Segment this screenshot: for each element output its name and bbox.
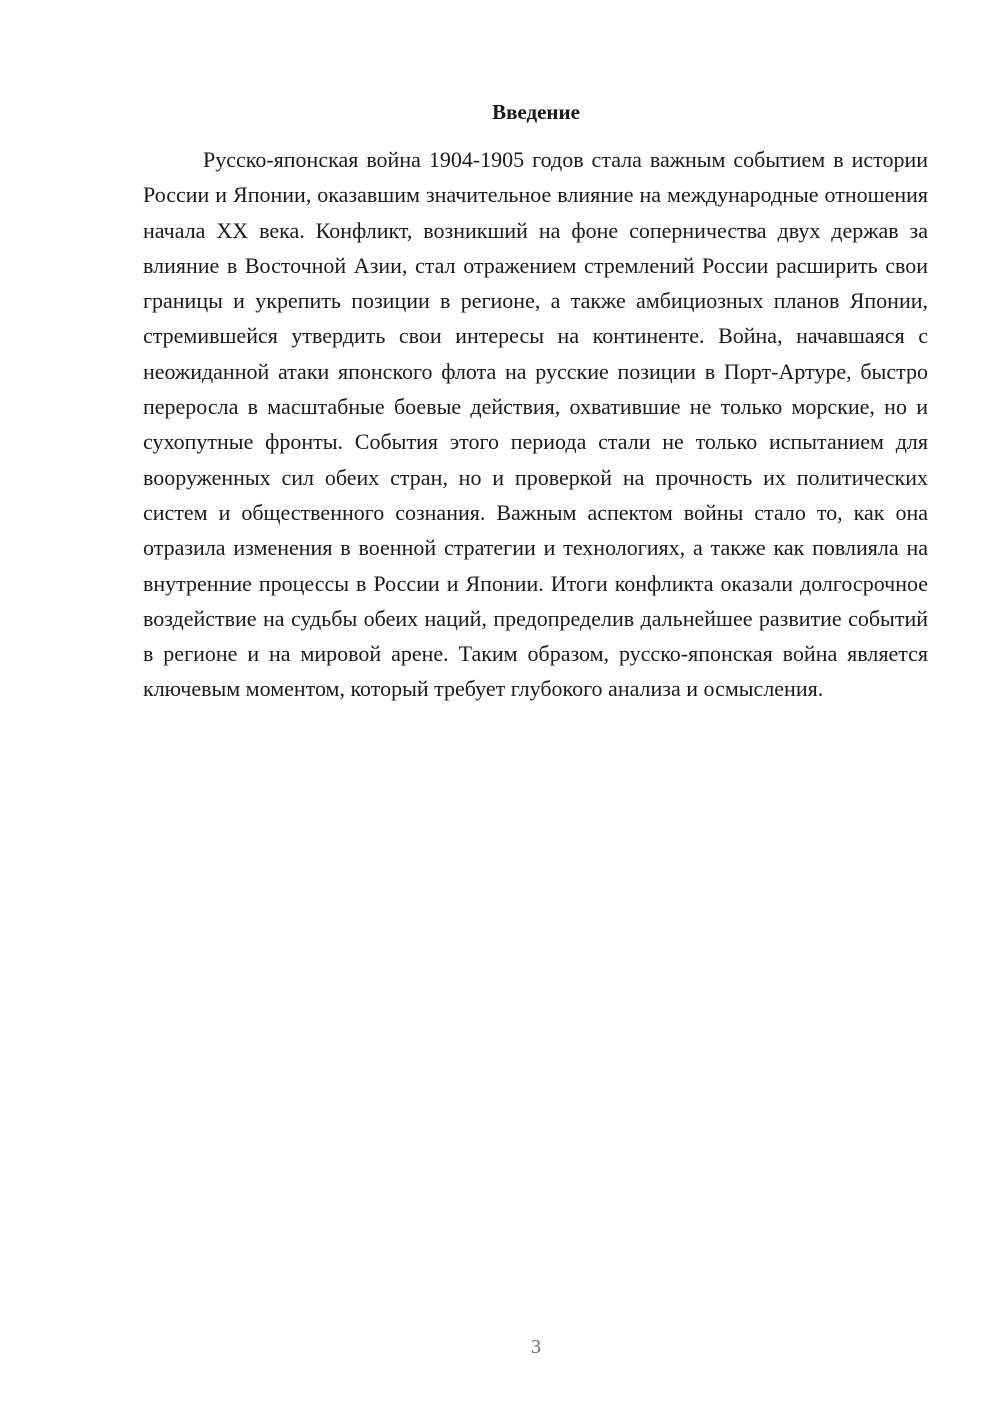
- page-number: 3: [531, 1336, 541, 1358]
- section-heading: Введение: [492, 100, 580, 124]
- body-paragraph: Русско-японская война 1904-1905 годов стала важным событием в истории России и Японии, оказавшим значительное влияние на международные отношения начала XX века. Конфликт, возникший на фоне соперничества двух держав за влияние в Восточной Азии, стал отражением стремлений России расширить свои границы и укрепить позиции в регионе, а также амбициозных планов Японии, стремившейся утвердить свои интересы на континенте. Война, начавшаяся с неожиданной атаки японского флота на русские позиции в Порт-Артуре, быстро переросла в масштабные боевые действия, охватившие не только морские, но и сухопутные фронты. События этого периода стали не только испытанием для вооруженных сил обеих стран, но и проверкой на прочность их политических систем и общественного сознания. Важным аспектом войны стало то, как она отразила изменения в военной стратегии и технологиях, а также как повлияла на внутренние процессы в России и Японии. Итоги конфликта оказали долгосрочное воздействие на судьбы обеих наций, предопределив дальнейшее развитие событий в регионе и на мировой арене. Таким образом, русско-японская война является ключевым моментом, который требует глубокого анализа и осмысления.: [143, 147, 928, 702]
